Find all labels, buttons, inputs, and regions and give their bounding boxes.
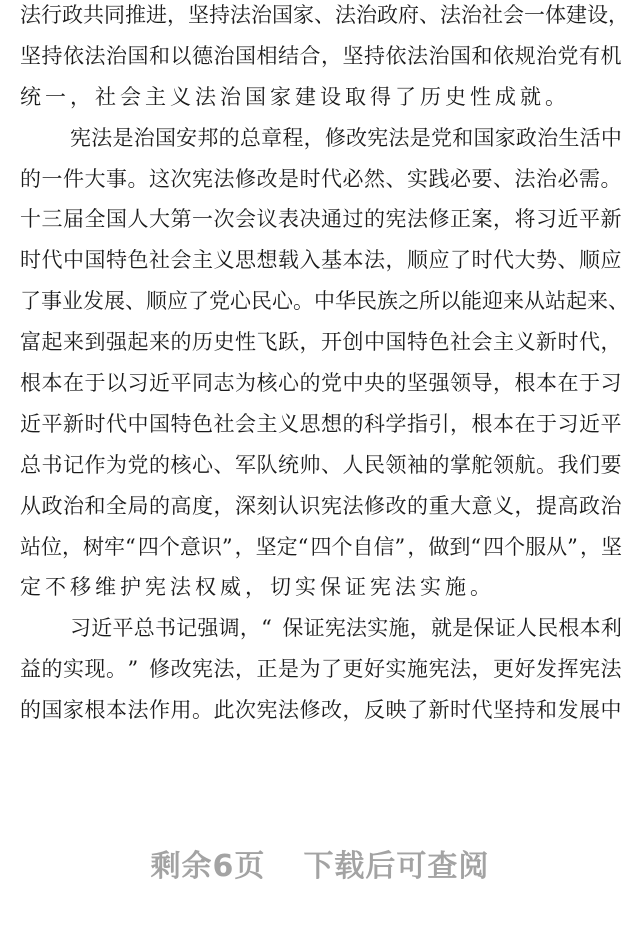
text-line: 法 行 政 共 同 推 进 ， 坚 持 法 治 国 家 、 法 治 政 府 、 法 治 社 会 一 体 建 设 ，: [20, 3, 629, 27]
text-line: 了 事 业 发 展 、 顺 应 了 党 心 民 心 。 中 华 民 族 之 所 以 能 迎 来 从 站 起 来 、: [20, 289, 629, 314]
text-line: 根 本 在 于 以 习 近 平 同 志 为 核 心 的 党 中 央 的 坚 强 领 导 ， 根 本 在 于 习: [20, 371, 622, 396]
text-line: 的 一 件 大 事 。 这 次 宪 法 修 改 是 时 代 必 然 、 实 践 必 要 、 法 治 必 需 。: [20, 166, 622, 191]
paragraph-first-line: 宪 法 是 治 国 安 邦 的 总 章 程 ， 修 改 宪 法 是 党 和 国 家 政 治 生 活 中: [70, 125, 622, 150]
text-line: 总 书 记 作 为 党 的 核 心 、 军 队 统 帅 、 人 民 领 袖 的 掌 舵 领 航 。 我 们 要: [20, 452, 622, 477]
text-line: 统 一 ， 社 会 主 义 法 治 国 家 建 设 取 得 了 历 史 性 成 就 。: [20, 84, 566, 109]
text-line: 坚 持 依 法 治 国 和 以 德 治 国 相 结 合 ， 坚 持 依 法 治 国 和 依 规 治 党 有 机: [20, 43, 622, 68]
download-prompt[interactable]: [0, 840, 640, 886]
text-line: 十 三 届 全 国 人 大 第 一 次 会 议 表 决 通 过 的 宪 法 修 正 案 ， 将 习 近 平 新: [20, 207, 622, 232]
text-line: 从 政 治 和 全 局 的 高 度 ， 深 刻 认 识 宪 法 修 改 的 重 大 意 义 ， 提 高 政 治: [20, 493, 622, 518]
document-body: [20, 0, 629, 731]
text-line: 定 不 移 维 护 宪 法 权 威 ， 切 实 保 证 宪 法 实 施 。: [20, 575, 491, 600]
paragraph-first-line: 习 近 平 总 书 记 强 调 ， “ 保 证 宪 法 实 施 ， 就 是 保 证 人 民 根 本 利: [70, 616, 622, 641]
text-line: 近 平 新 时 代 中 国 特 色 社 会 主 义 思 想 的 科 学 指 引 ， 根 本 在 于 习 近 平: [20, 411, 622, 436]
text-line: 站 位 ， 树 牢 “ 四 个 意 识 ” ， 坚 定 “ 四 个 自 信 ” ， 做 到 “ 四 个 服 从 ” ， 坚: [20, 534, 622, 559]
text-line: 益 的 实 现 。 ” 修 改 宪 法 ， 正 是 为 了 更 好 实 施 宪 法 ， 更 好 发 挥 宪 法: [20, 657, 622, 682]
text-line: 富 起 来 到 强 起 来 的 历 史 性 飞 跃 ， 开 创 中 国 特 色 社 会 主 义 新 时 代 ，: [20, 330, 622, 355]
remaining-pages-label: 剩余6页: [150, 849, 266, 884]
text-line: 的 国 家 根 本 法 作 用 。 此 次 宪 法 修 改 ， 反 映 了 新 时 代 坚 持 和 发 展 中: [20, 698, 622, 723]
text-line: 时 代 中 国 特 色 社 会 主 义 思 想 载 入 基 本 法 ， 顺 应 了 时 代 大 势 、 顺 应: [20, 248, 622, 273]
download-to-view-label[interactable]: 下载后可查阅: [303, 849, 490, 884]
